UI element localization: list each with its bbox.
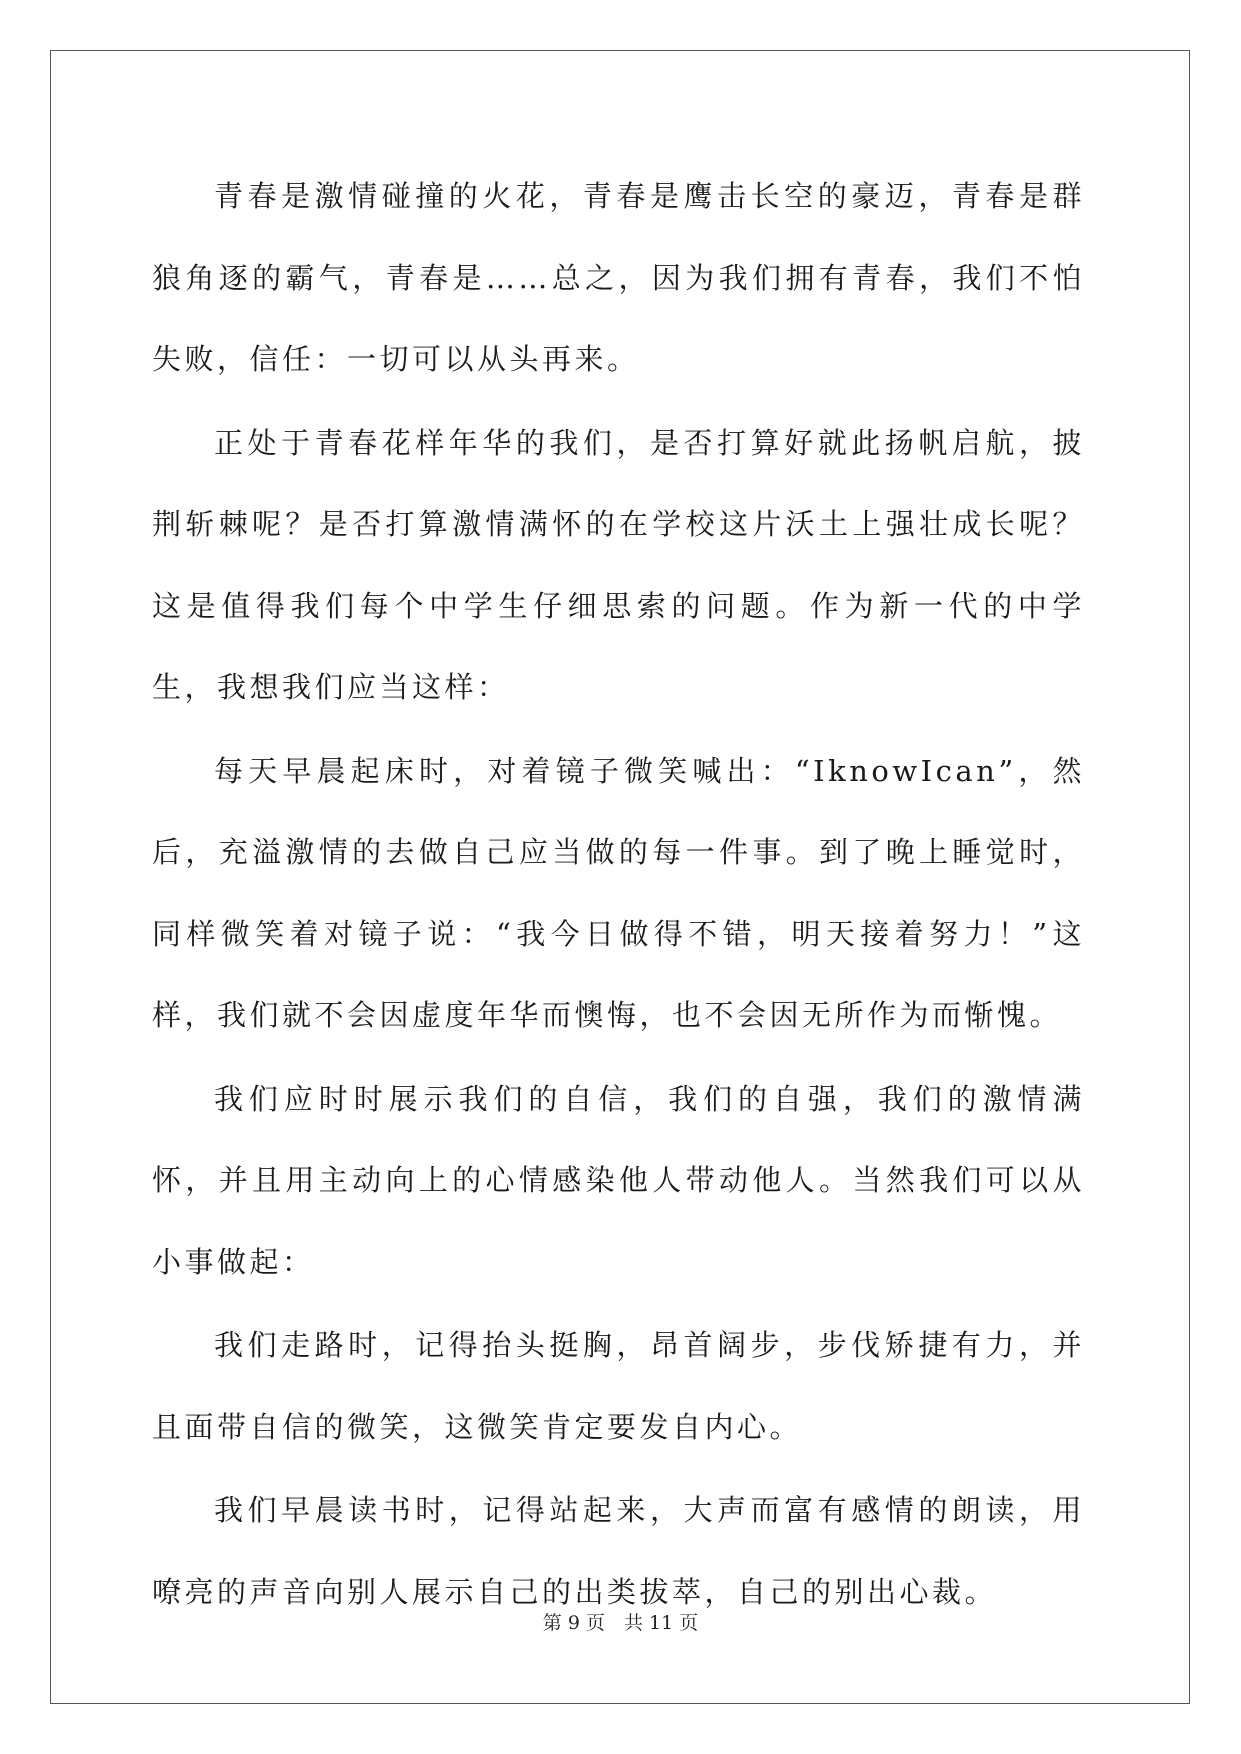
paragraph: 我们应时时展示我们的自信，我们的自强，我们的激情满怀，并且用主动向上的心情感染他人带动他人。当然我们可以从小事做起： xyxy=(152,1081,1085,1279)
paragraph: 每天早晨起床时，对着镜子微笑喊出：“IknowIcan”，然后，充溢激情的去做自己应当做的每一件事。到了晚上睡觉时，同样微笑着对镜子说：“我今日做得不错，明天接着努力！”这样，我们就不会因虚度年华而懊悔，也不会因无所作为而惭愧。 xyxy=(152,753,1085,1032)
paragraph: 青春是激情碰撞的火花，青春是鹰击长空的豪迈，青春是群狼角逐的霸气，青春是……总之，因为我们拥有青春，我们不怕失败，信任：一切可以从头再来。 xyxy=(152,179,1085,376)
page-number-footer: 第 9 页 共 11 页 xyxy=(542,1612,699,1634)
paragraph: 我们走路时，记得抬头挺胸，昂首阔步，步伐矫捷有力，并且面带自信的微笑，这微笑肯定要发自内心。 xyxy=(152,1328,1085,1444)
paragraph: 正处于青春花样年华的我们，是否打算好就此扬帆启航，披荆斩棘呢？是否打算激情满怀的在学校这片沃土上强壮成长呢？这是值得我们每个中学生仔细思索的问题。作为新一代的中学生，我想我们应当这样： xyxy=(152,425,1085,704)
paragraph: 我们早晨读书时，记得站起来，大声而富有感情的朗读，用嘹亮的声音向别人展示自己的出类拔萃，自己的别出心裁。 xyxy=(152,1493,1085,1609)
document-body xyxy=(152,156,1085,1635)
